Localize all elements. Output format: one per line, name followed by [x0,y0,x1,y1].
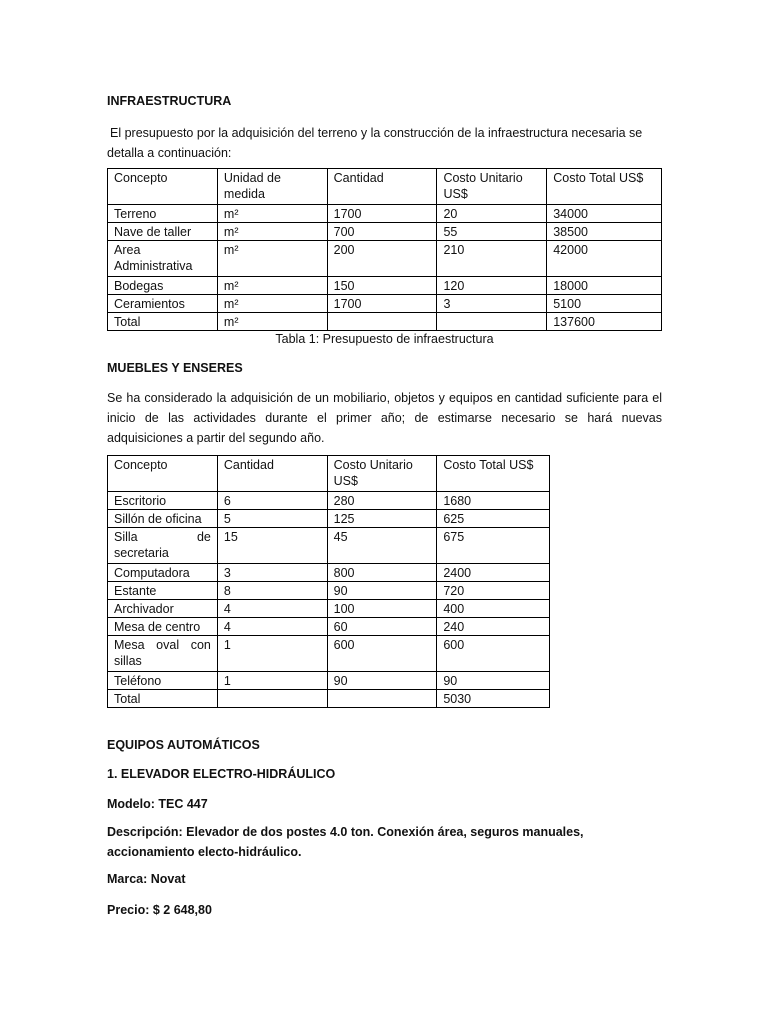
equipos-precio: Precio: $ 2 648,80 [107,903,212,917]
table-row [108,205,662,223]
table-cell: 90 [437,672,550,690]
equipos-heading: EQUIPOS AUTOMÁTICOS [107,738,260,752]
table-cell: 20 [437,205,547,223]
equipos-modelo: Modelo: TEC 447 [107,797,208,811]
table-cell: 3 [217,564,327,582]
table-row [108,672,550,690]
table-header-row [108,456,550,492]
table-cell [327,690,437,708]
table-cell: 240 [437,618,550,636]
table-cell: Nave de taller [108,223,218,241]
table-cell: 90 [327,582,437,600]
table-row [108,600,550,618]
muebles-heading: MUEBLES Y ENSERES [107,361,243,375]
table-cell: 200 [327,241,437,277]
table-row [108,528,550,564]
table-cell: 5030 [437,690,550,708]
table-cell: Area Administrativa [108,241,218,277]
header-cell: Cantidad [327,169,437,205]
table-cell [217,690,327,708]
table-row [108,636,550,672]
table-cell: 100 [327,600,437,618]
table-cell: 4 [217,600,327,618]
table-cell: 55 [437,223,547,241]
table-cell: 34000 [547,205,662,223]
table-cell: Terreno [108,205,218,223]
table-cell: 2400 [437,564,550,582]
equipos-descripcion: Descripción: Elevador de dos postes 4.0 ton. Conexión área, seguros manuales, accionamiento electo-hidráulico. [107,825,584,859]
table-cell: Mesa oval con sillas [108,636,218,672]
header-cell: Cantidad [217,456,327,492]
table-header-row [108,169,662,205]
table-cell: 1700 [327,205,437,223]
table-cell: 625 [437,510,550,528]
table-cell: 60 [327,618,437,636]
table-cell: 5 [217,510,327,528]
table-cell: 15 [217,528,327,564]
equipos-marca: Marca: Novat [107,872,186,886]
table-cell: 800 [327,564,437,582]
infraestructura-heading: INFRAESTRUCTURA [107,94,232,108]
table-cell: m² [217,313,327,331]
table-cell: 700 [327,223,437,241]
header-cell: Concepto [108,169,218,205]
header-cell: Concepto [108,456,218,492]
table-row [108,277,662,295]
table-cell: Computadora [108,564,218,582]
table-row [108,241,662,277]
header-cell: Costo Total US$ [437,456,550,492]
table-cell: Total [108,313,218,331]
table-cell: 4 [217,618,327,636]
table-caption: Tabla 1: Presupuesto de infraestructura [275,332,494,346]
header-cell: Costo Unitario US$ [327,456,437,492]
muebles-intro: Se ha considerado la adquisición de un mobiliario, objetos y equipos en cantidad suficiente para el inicio de las actividades durante el primer año; de estimarse necesario se hará nuevas adquisiciones a partir del segundo año. [107,391,662,445]
table-cell: 720 [437,582,550,600]
table-total-row [108,313,662,331]
table-cell: 1 [217,636,327,672]
table-row [108,295,662,313]
table-cell: 1 [217,672,327,690]
table-cell: Teléfono [108,672,218,690]
table-cell: Total [108,690,218,708]
table-cell [437,313,547,331]
table-cell: 137600 [547,313,662,331]
table-cell [327,313,437,331]
table-cell: Estante [108,582,218,600]
table-cell: 18000 [547,277,662,295]
table-row [108,564,550,582]
table-cell: Silla de secretaria [108,528,218,564]
infraestructura-table [107,168,662,331]
table-cell: Archivador [108,600,218,618]
table-cell: Sillón de oficina [108,510,218,528]
table-cell: 675 [437,528,550,564]
table-cell: 1700 [327,295,437,313]
header-cell: Unidad de medida [217,169,327,205]
table-cell: 400 [437,600,550,618]
table-cell: 210 [437,241,547,277]
table-cell: m² [217,223,327,241]
table-cell: 90 [327,672,437,690]
table-row [108,492,550,510]
table-cell: m² [217,295,327,313]
table-cell: Escritorio [108,492,218,510]
table-total-row [108,690,550,708]
table-row [108,510,550,528]
table-row [108,618,550,636]
table-cell: Ceramientos [108,295,218,313]
table-cell: m² [217,241,327,277]
table-cell: 125 [327,510,437,528]
table-row [108,223,662,241]
table-cell: Mesa de centro [108,618,218,636]
table-cell: 38500 [547,223,662,241]
table-cell: 45 [327,528,437,564]
table-cell: 600 [327,636,437,672]
table-cell: m² [217,205,327,223]
table-cell: 600 [437,636,550,672]
muebles-table [107,455,550,708]
infraestructura-intro: El presupuesto por la adquisición del terreno y la construcción de la infraestructura necesaria se detalla a continuación: [107,126,643,160]
table-row [108,582,550,600]
table-cell: 150 [327,277,437,295]
table-cell: 3 [437,295,547,313]
table-cell: 280 [327,492,437,510]
table-cell: 42000 [547,241,662,277]
table-cell: m² [217,277,327,295]
equipos-item-title: 1. ELEVADOR ELECTRO-HIDRÁULICO [107,767,336,781]
table-cell: 8 [217,582,327,600]
table-cell: 120 [437,277,547,295]
header-cell: Costo Total US$ [547,169,662,205]
header-cell: Costo Unitario US$ [437,169,547,205]
table-cell: 5100 [547,295,662,313]
table-cell: 1680 [437,492,550,510]
table-cell: 6 [217,492,327,510]
table-cell: Bodegas [108,277,218,295]
